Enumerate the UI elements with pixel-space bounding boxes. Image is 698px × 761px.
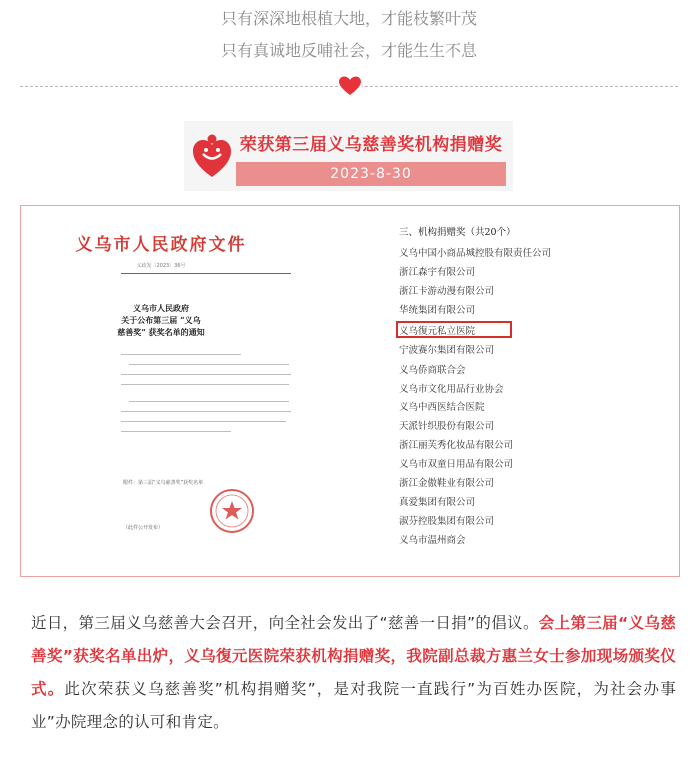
list-item: 淑芬控股集团有限公司 [399,516,495,527]
highlight-box [396,321,512,338]
document-number: 义政发〔2023〕36号 [136,263,186,269]
award-banner [184,121,513,191]
document-image-frame [20,205,680,577]
list-item: 华统集团有限公司 [399,305,476,316]
notice-title-line: 关于公布第三届 “义乌 [121,315,201,325]
list-item: 浙江金傲鞋业有限公司 [399,478,495,489]
list-item: 浙江丽芙秀化妆品有限公司 [399,440,514,451]
notice-title [31,302,291,338]
body-text-line [121,411,291,412]
list-item: 义乌市双童日用品有限公司 [399,459,514,470]
paragraph-conclusion: 此次荣获义乌慈善奖”机构捐赠奖”，是对我院一直践行”为百姓办医院，为社会办事业”办院理念的认可和肯定。 [31,680,676,731]
article-paragraph [31,607,676,739]
notice-title-line: 慈善奖” 获奖名单的通知 [117,327,205,337]
paragraph-intro: 近日，第三届义乌慈善大会召开，向全社会发出了“慈善一日捐”的倡议。 [31,614,539,632]
release-note: （此件公开发布） [123,525,164,531]
red-rule [121,273,291,274]
body-text-line [121,431,231,432]
heart-icon [338,76,362,96]
banner-title: 荣获第三届义乌慈善奖机构捐赠奖 [239,135,503,155]
slogan-line-2: 只有真诚地反哺社会，才能生生不息 [220,41,477,60]
body-text-line [129,401,289,402]
official-seal-icon [209,488,255,534]
banner-date: 2023-8-30 [236,162,506,186]
charity-logo-icon [192,133,232,179]
slogan-line-1: 只有深深地根植大地，才能枝繁叶茂 [220,9,477,28]
attachment-note: 附件：第三届“义乌慈善奖”获奖名单 [123,480,204,486]
list-item: 真爱集团有限公司 [399,497,476,508]
notice-title-line: 义乌市人民政府 [133,303,189,313]
list-item: 义乌市文化用品行业协会 [399,384,504,395]
list-item: 天派针织股份有限公司 [399,421,495,432]
award-list [399,224,669,569]
paragraph-highlight: 会上第三届“义乌慈善奖”获奖名单出炉，义乌復元医院荣获机构捐赠奖，我院副总裁方惠兰女士参加现场颁奖仪式。 [31,614,677,698]
list-item-highlighted: 义乌復元私立医院 [399,326,476,337]
body-text-line [129,364,289,365]
list-item: 宁波赛尔集团有限公司 [399,345,495,356]
list-item: 义乌中西医结合医院 [399,402,485,413]
body-text-line [121,421,286,422]
document-heading: 义乌市人民政府文件 [75,235,247,255]
list-item: 义乌侨商联合会 [399,365,466,376]
body-text-line [121,374,291,375]
government-document-page [31,214,381,569]
list-item: 浙江森宇有限公司 [399,267,476,278]
body-text-line [121,384,289,385]
body-text-line [121,354,241,355]
list-item: 义乌中国小商品城控股有限责任公司 [399,248,552,259]
award-list-heading: 三、机构捐赠奖（共20个） [399,227,516,238]
list-item: 义乌市温州商会 [399,535,466,546]
list-item: 浙江卡游动漫有限公司 [399,286,495,297]
